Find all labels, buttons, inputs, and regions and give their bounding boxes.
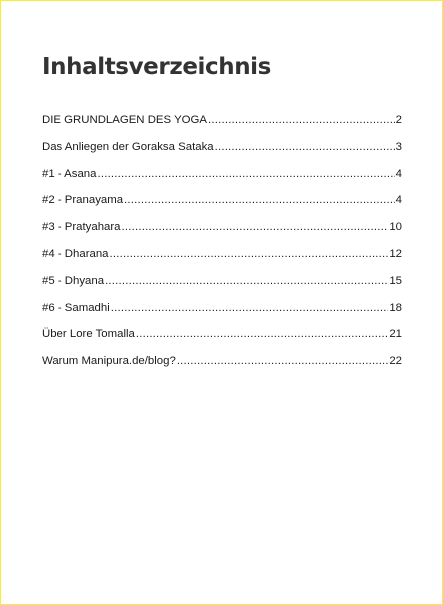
toc-entry[interactable]	[42, 248, 402, 275]
toc-entry[interactable]	[42, 275, 402, 302]
dot-leader	[97, 168, 394, 180]
dot-leader	[105, 275, 388, 287]
toc-entry-label: #2 - Pranayama	[42, 194, 124, 207]
table-of-contents	[42, 114, 402, 382]
toc-entry-page-number: 2	[395, 114, 402, 126]
dot-leader	[215, 141, 395, 153]
toc-entry[interactable]	[42, 194, 402, 221]
toc-entry-label: DIE GRUNDLAGEN DES YOGA	[42, 114, 207, 126]
toc-entry-page-number: 4	[395, 194, 402, 207]
toc-entry-page-number: 22	[389, 355, 402, 368]
toc-entry-label: Über Lore Tomalla	[42, 328, 135, 341]
toc-entry-page-number: 21	[389, 328, 402, 341]
toc-entry-page-number: 4	[395, 167, 402, 180]
dot-leader	[111, 302, 389, 314]
toc-entry[interactable]	[42, 221, 402, 248]
toc-entry[interactable]	[42, 355, 402, 382]
dot-leader	[110, 248, 389, 260]
toc-entry-label: #5 - Dhyana	[42, 274, 105, 287]
toc-entry-page-number: 18	[389, 301, 402, 314]
toc-entry-label: #6 - Samadhi	[42, 301, 110, 314]
dot-leader	[124, 194, 395, 206]
dot-leader	[136, 328, 388, 340]
dot-leader	[122, 221, 389, 233]
page-title: Inhaltsverzeichnis	[42, 54, 271, 80]
dot-leader	[177, 355, 389, 367]
toc-entry-label: #4 - Dharana	[42, 247, 109, 260]
toc-entry[interactable]	[42, 328, 402, 355]
toc-entry-label: #3 - Pratyahara	[42, 221, 121, 234]
toc-entry-label: #1 - Asana	[42, 167, 97, 180]
toc-entry[interactable]	[42, 141, 402, 168]
toc-entry-page-number: 12	[389, 247, 402, 260]
toc-entry-page-number: 10	[389, 221, 402, 234]
toc-entry-label: Das Anliegen der Goraksa Sataka	[42, 140, 214, 153]
toc-entry[interactable]	[42, 114, 402, 141]
toc-entry[interactable]	[42, 302, 402, 329]
toc-entry-page-number: 3	[395, 140, 402, 153]
toc-entry[interactable]	[42, 168, 402, 195]
dot-leader	[208, 114, 395, 126]
toc-entry-label: Warum Manipura.de/blog?	[42, 355, 176, 368]
toc-entry-page-number: 15	[389, 274, 402, 287]
